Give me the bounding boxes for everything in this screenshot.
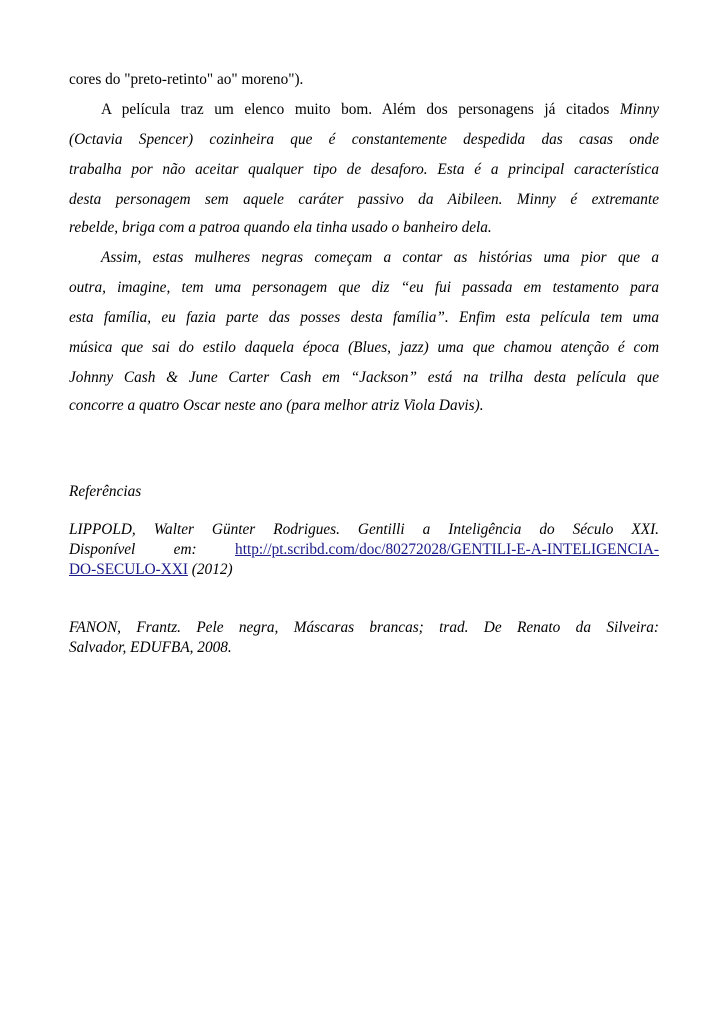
paragraph-2-line-2: (Octavia Spencer) cozinheira que é constantemente despedida das casas onde bbox=[69, 131, 659, 148]
paragraph-3-line-2: outra, imagine, tem uma personagem que diz “eu fui passada em testamento para bbox=[69, 279, 659, 296]
reference-1-line-3 bbox=[69, 561, 659, 579]
paragraph-2-line-3: trabalha por não aceitar qualquer tipo de desaforo. Esta é a principal característica bbox=[69, 161, 659, 178]
paragraph-2-line-4: desta personagem sem aquele caráter passivo da Aibileen. Minny é extremante bbox=[69, 191, 659, 208]
reference-2-line-1: FANON, Frantz. Pele negra, Máscaras brancas; trad. De Renato da Silveira: bbox=[69, 619, 659, 636]
paragraph-3-line-3: esta família, eu fazia parte das posses desta família”. Enfim esta película tem uma bbox=[69, 309, 659, 326]
paragraph-3-line-4: música que sai do estilo daquela época (Blues, jazz) uma que chamou atenção é com bbox=[69, 339, 659, 356]
references-heading: Referências bbox=[69, 483, 142, 500]
paragraph-1-line-1: cores do "preto-retinto" ao" moreno"). bbox=[69, 71, 304, 88]
paragraph-3-line-5: Johnny Cash & June Carter Cash em “Jackson” está na trilha desta película que bbox=[69, 369, 659, 386]
paragraph-3-line-6: concorre a quatro Oscar neste ano (para melhor atriz Viola Davis). bbox=[69, 397, 484, 414]
reference-1-available-label: Disponível em: bbox=[69, 541, 197, 558]
reference-2-line-2: Salvador, EDUFBA, 2008. bbox=[69, 639, 232, 656]
paragraph-2-line-1-italic: Minny bbox=[619, 101, 660, 118]
paragraph-3-line-1: Assim, estas mulheres negras começam a contar as histórias uma pior que a bbox=[101, 249, 659, 266]
paragraph-2-line-1-text: A película traz um elenco muito bom. Além dos personagens já citados bbox=[101, 101, 610, 118]
reference-1-year: (2012) bbox=[191, 561, 233, 578]
reference-1-link-continued[interactable]: DO-SECULO-XXI bbox=[69, 561, 188, 578]
paragraph-2-line-1 bbox=[69, 101, 659, 119]
reference-1-line-1: LIPPOLD, Walter Günter Rodrigues. Gentilli a Inteligência do Século XXI. bbox=[69, 521, 659, 538]
paragraph-2-line-5: rebelde, briga com a patroa quando ela tinha usado o banheiro dela. bbox=[69, 219, 492, 236]
reference-1-line-2 bbox=[69, 541, 659, 559]
reference-1-link[interactable]: http://pt.scribd.com/doc/80272028/GENTILI-E-A-INTELIGENCIA- bbox=[235, 541, 660, 558]
